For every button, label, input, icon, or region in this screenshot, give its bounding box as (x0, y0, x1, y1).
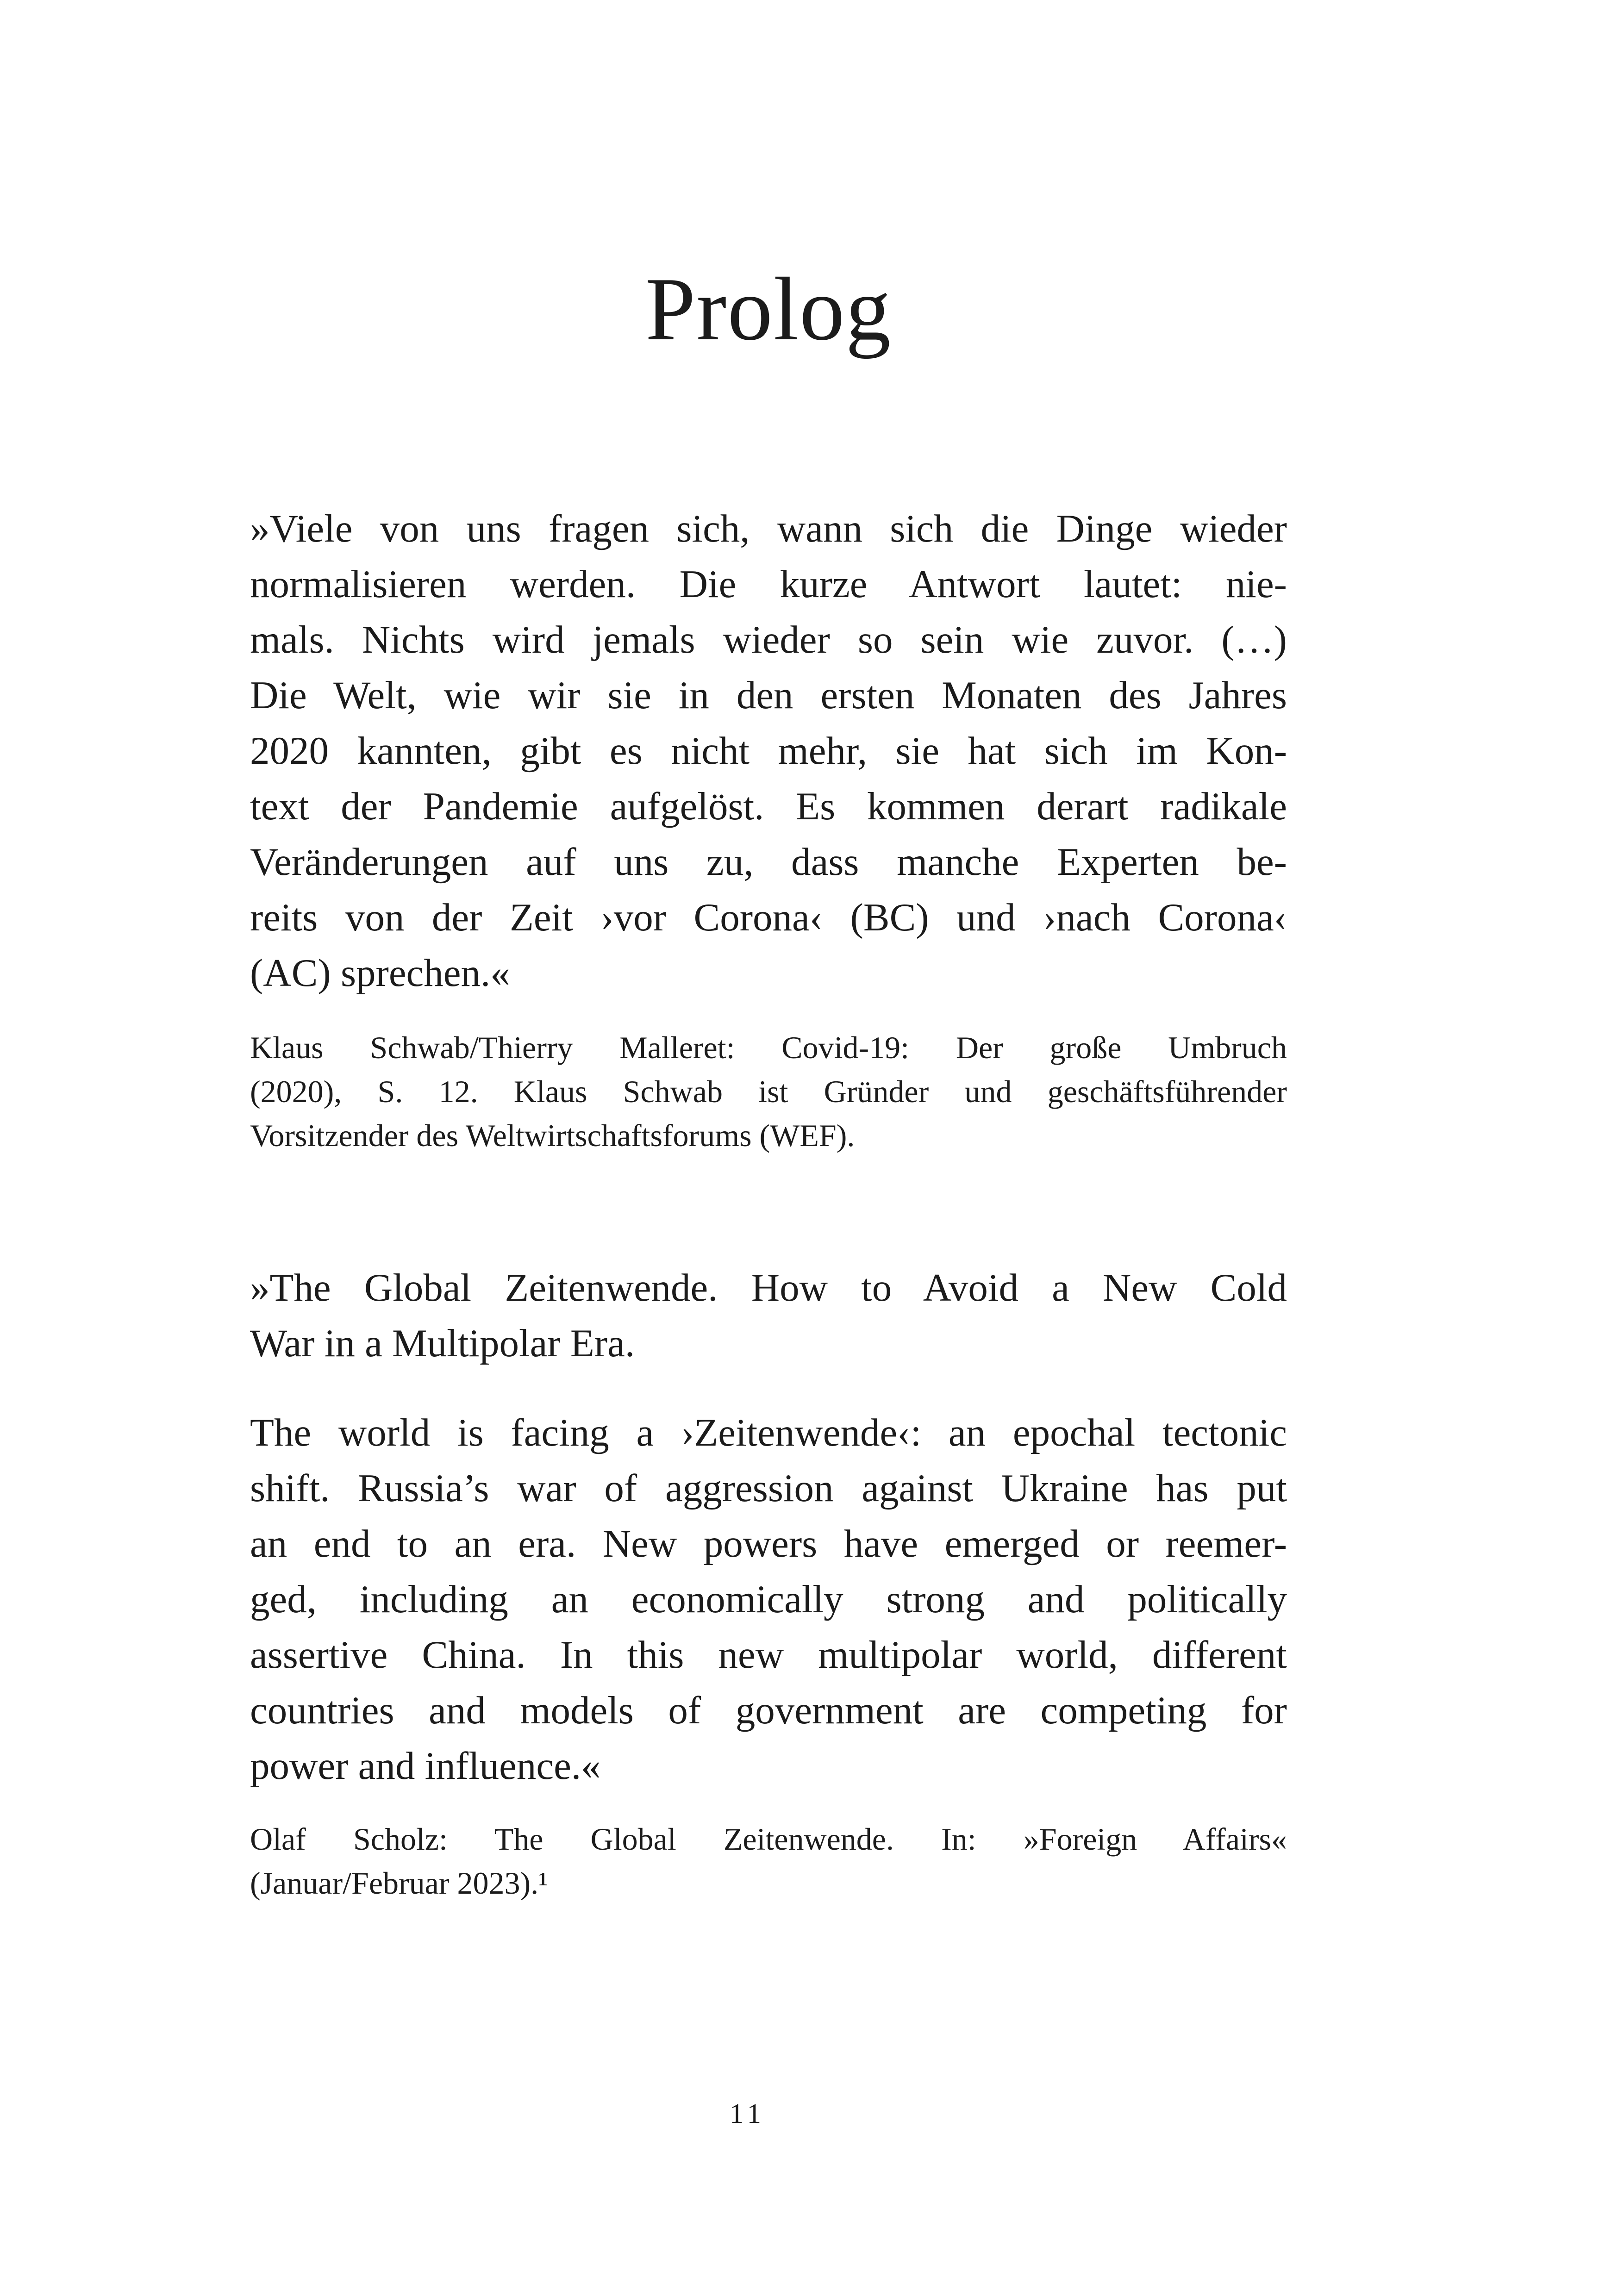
attribution-line: Vorsitzender des Weltwirtschaftsforums (WEF). (250, 1118, 855, 1153)
quote-line: shift. Russia’s war of aggression against Ukraine has put (250, 1466, 1287, 1510)
attribution-line: Olaf Scholz: The Global Zeitenwende. In: »Foreign Affairs« (250, 1821, 1287, 1857)
quote-line: assertive China. In this new multipolar world, different (250, 1633, 1287, 1677)
quote-block-scholz-body (250, 1405, 1287, 1794)
quote-line: The world is facing a ›Zeitenwende‹: an epochal tectonic (250, 1411, 1287, 1454)
quote-line: normalisieren werden. Die kurze Antwort lautet: nie- (250, 562, 1287, 606)
quote-line: Die Welt, wie wir sie in den ersten Monaten des Jahres (250, 674, 1287, 717)
attribution-line: Klaus Schwab/Thierry Malleret: Covid-19: Der große Umbruch (250, 1030, 1287, 1065)
quote-line: ged, including an economically strong and politically (250, 1578, 1287, 1621)
quote-line: »Viele von uns fragen sich, wann sich die Dinge wieder (250, 507, 1287, 550)
quote-line: mals. Nichts wird jemals wieder so sein wie zuvor. (…) (250, 618, 1287, 661)
quote-line: 2020 kannten, gibt es nicht mehr, sie hat sich im Kon- (250, 729, 1287, 773)
quote-line: text der Pandemie aufgelöst. Es kommen derart radikale (250, 785, 1287, 828)
quote-line: War in a Multipolar Era. (250, 1322, 635, 1365)
attribution-scholz (250, 1817, 1287, 1905)
attribution-line: (2020), S. 12. Klaus Schwab ist Gründer und geschäftsführender (250, 1074, 1287, 1109)
quote-line: countries and models of government are competing for (250, 1689, 1287, 1732)
quote-block-scholz-heading (250, 1260, 1287, 1371)
quote-line: Veränderungen auf uns zu, dass manche Experten be- (250, 840, 1287, 884)
quote-line: power and influence.« (250, 1744, 601, 1788)
quote-line: reits von der Zeit ›vor Corona‹ (BC) und ›nach Corona‹ (250, 896, 1287, 939)
chapter-title: Prolog (645, 259, 892, 359)
page-number: 11 (730, 2098, 766, 2129)
quote-line: (AC) sprechen.« (250, 951, 510, 995)
quote-block-schwab (250, 501, 1287, 1001)
quote-line: »The Global Zeitenwende. How to Avoid a New Cold (250, 1266, 1287, 1310)
attribution-line: (Januar/Februar 2023).¹ (250, 1865, 548, 1901)
attribution-schwab (250, 1026, 1287, 1158)
quote-line: an end to an era. New powers have emerged or reemer- (250, 1522, 1287, 1565)
